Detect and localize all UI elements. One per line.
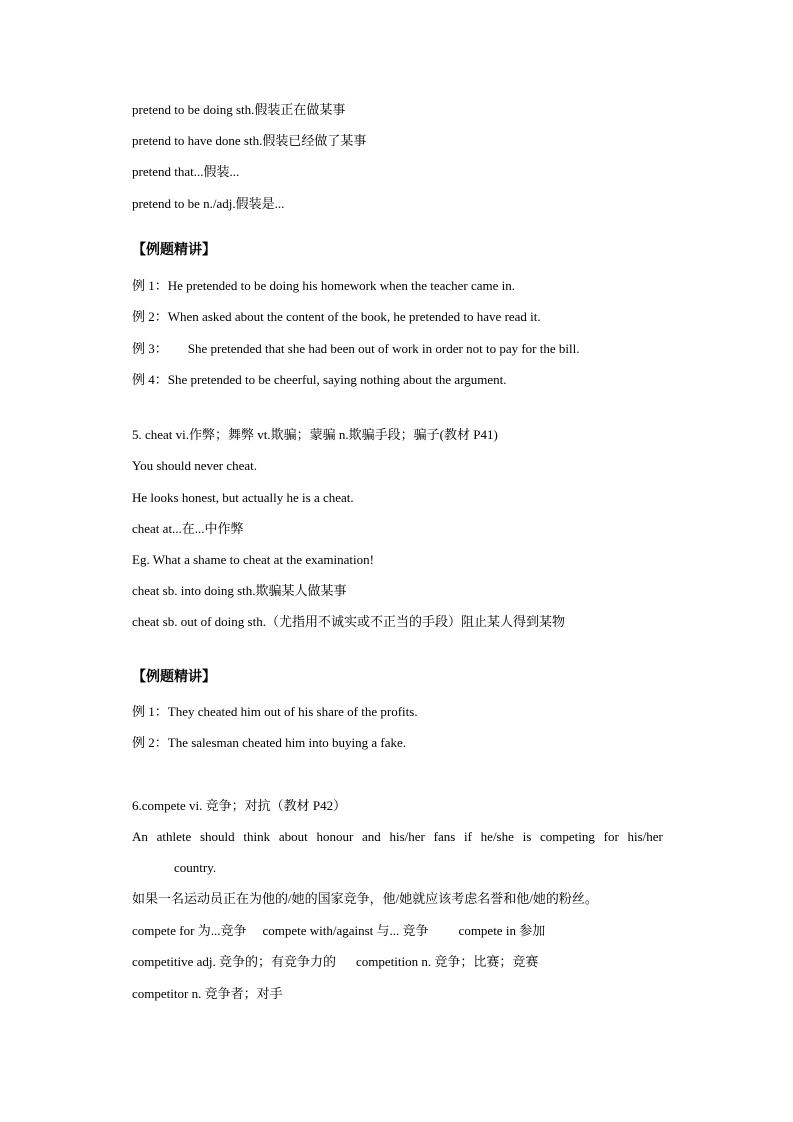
sentence-word: honour [316,829,354,844]
pretend-example-1 [132,278,515,294]
example-label: 例 1： [132,278,168,293]
phrase: competition n. 竞争；比赛；竞赛 [356,954,539,969]
phrase: compete in 参加 [458,923,546,938]
compete-translation: 如果一名运动员正在为他的/她的国家竞争，他/她就应该考虑名誉和他/她的粉丝。 [132,891,598,906]
cheat-line-5: cheat sb. into doing sth.欺骗某人做某事 [132,583,347,598]
pretend-example-2 [132,309,541,325]
example-label: 例 4： [132,372,168,387]
cheat-examples-heading: 【例题精讲】 [132,670,216,685]
sentence-word: An [132,829,148,844]
pretend-example-3 [132,341,579,357]
example-label: 例 2： [132,735,168,750]
sentence-word: fans [433,829,456,844]
sentence-word: if [464,829,472,844]
cheat-line-4: Eg. What a shame to cheat at the examination! [132,552,374,567]
pretend-example-4 [132,372,507,388]
example-text: She pretended to be cheerful, saying nothing about the argument. [167,372,507,387]
example-label: 例 1： [132,704,168,719]
pretend-line-4: pretend to be n./adj.假装是... [132,196,285,211]
example-text: When asked about the content of the book, he pretended to have read it. [167,309,541,324]
sentence-word: he/she [480,829,514,844]
compete-sentence [132,829,663,845]
compete-title: 6.compete vi. 竞争；对抗（教材 P42） [132,798,347,813]
sentence-word: and [362,829,381,844]
cheat-title: 5. cheat vi.作弊；舞弊 vt.欺骗；蒙骗 n.欺骗手段；骗子(教材 P41) [132,427,498,442]
cheat-line-3: cheat at...在...中作弊 [132,521,244,536]
compete-phrases-1 [132,923,545,939]
cheat-line-6: cheat sb. out of doing sth.（尤指用不诚实或不正当的手段）阻止某人得到某物 [132,614,565,629]
example-text: He pretended to be doing his homework when the teacher came in. [167,278,516,293]
cheat-line-2: He looks honest, but actually he is a cheat. [132,490,354,505]
example-text: They cheated him out of his share of the profits. [167,704,418,719]
phrase: competitive adj. 竞争的；有竞争力的 [132,954,337,969]
example-label: 例 3： [132,341,168,356]
pretend-line-2: pretend to have done sth.假装已经做了某事 [132,133,367,148]
cheat-example-1 [132,704,418,720]
sentence-word: should [199,829,235,844]
pretend-line-3: pretend that...假装... [132,164,240,179]
cheat-example-2 [132,735,406,751]
pretend-line-1: pretend to be doing sth.假装正在做某事 [132,102,346,117]
compete-phrases-2 [132,954,538,970]
example-text: The salesman cheated him into buying a fake. [167,735,407,750]
example-label: 例 2： [132,309,168,324]
compete-phrase-3: competitor n. 竞争者；对手 [132,986,283,1001]
compete-sentence-end: country. [174,860,217,875]
cheat-line-1: You should never cheat. [132,458,258,473]
example-text: She pretended that she had been out of work in order not to pay for the bill. [187,341,580,356]
phrase: compete for 为...竞争 [132,923,247,938]
sentence-word: is [522,829,532,844]
sentence-word: for [603,829,619,844]
sentence-word: his/her [627,829,663,844]
sentence-word: think [243,829,271,844]
sentence-word: competing [540,829,595,844]
sentence-word: about [278,829,308,844]
sentence-word: athlete [156,829,192,844]
sentence-word: his/her [389,829,425,844]
pretend-examples-heading: 【例题精讲】 [132,243,216,258]
phrase: compete with/against 与... 竞争 [262,923,429,938]
